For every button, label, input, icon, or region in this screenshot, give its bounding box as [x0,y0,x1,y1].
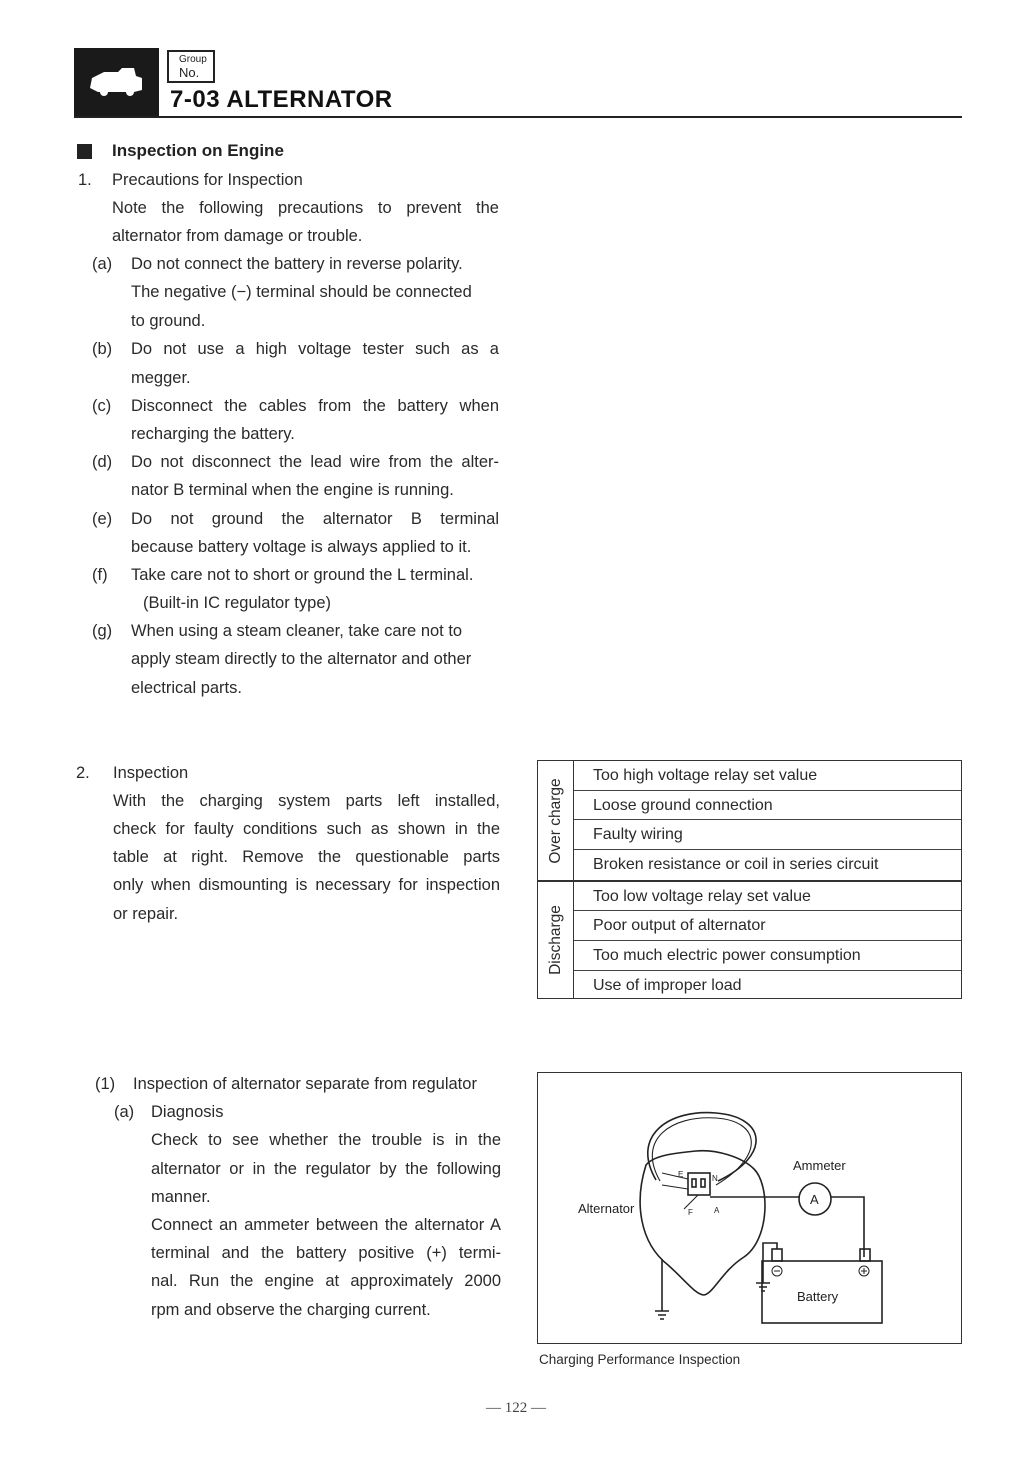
item-line: megger. [131,369,191,387]
group-label: Group [179,54,207,65]
battery-label: Battery [797,1289,839,1304]
table-row: Too low voltage relay set value [574,882,961,912]
part2-line: With the charging system parts left installed, [113,792,500,810]
item-label: (b) [92,340,113,358]
item-label: (d) [92,453,113,471]
item-line: apply steam directly to the alternator and other [131,650,472,668]
part3-title: Inspection of alternator separate from regulator [133,1075,477,1093]
terminal-n-label: N [712,1174,718,1183]
terminal-a-label: A [714,1206,720,1215]
group-no-label: No. [179,65,200,80]
part1-number: 1. [78,171,92,189]
page-title: 7-03 ALTERNATOR [170,86,393,113]
part3-sub-title: Diagnosis [151,1103,224,1121]
item-line: nator B terminal when the engine is running. [131,481,454,499]
part2-line: check for faulty conditions such as shown in the [113,820,500,838]
table-row: Use of improper load [593,976,742,994]
fault-table [537,760,962,999]
part1-intro-line: Note the following precautions to prevent the [112,199,499,217]
table-group-label-cell [538,882,574,998]
part3-line: manner. [151,1188,211,1206]
engine-icon [74,48,159,116]
header-rule [74,116,962,118]
item-label: (g) [92,622,113,640]
part1-intro-line: alternator from damage or trouble. [112,227,363,245]
item-line: recharging the battery. [131,425,295,443]
table-row: Too high voltage relay set value [574,761,961,791]
table-group-label-cell [538,761,574,880]
item-line: (Built-in IC regulator type) [143,594,331,612]
part3-line: nal. Run the engine at approximately 2000 [151,1272,501,1290]
part2-line: or repair. [113,905,179,923]
header-emblem [74,48,159,116]
terminal-f-label: F [688,1208,693,1217]
item-line: Take care not to short or ground the L terminal. [131,566,474,584]
figure-caption: Charging Performance Inspection [539,1352,741,1367]
item-label: (e) [92,510,113,528]
charging-circuit-diagram [538,1073,960,1342]
item-label: (f) [92,566,108,584]
section-heading: Inspection on Engine [112,141,284,160]
terminal-e-label: E [678,1170,684,1179]
part3-line: terminal and the battery positive (+) termi- [151,1244,501,1262]
table-row: Poor output of alternator [574,911,961,941]
part3-line: Check to see whether the trouble is in the [151,1131,501,1149]
part3-line: rpm and observe the charging current. [151,1301,431,1319]
part2-line: table at right. Remove the questionable parts [113,848,500,866]
table-row: Faulty wiring [574,820,961,850]
part3-number: (1) [95,1075,116,1093]
alternator-label: Alternator [578,1201,635,1216]
part2-number: 2. [76,764,90,782]
part3-line: alternator or in the regulator by the following [151,1160,501,1178]
item-line: because battery voltage is always applied to it. [131,538,472,556]
part2-title: Inspection [113,764,189,782]
group-number-box [167,50,215,83]
table-row: Too much electric power consumption [574,941,961,971]
item-line: When using a steam cleaner, take care not to [131,622,463,640]
table-row: Loose ground connection [574,791,961,821]
table-group-label: Discharge [546,904,564,975]
ammeter-symbol: A [810,1192,819,1207]
item-line: Do not use a high voltage tester such as a [131,340,499,358]
table-row: Broken resistance or coil in series circuit [593,856,879,874]
item-line: Do not disconnect the lead wire from the alter- [131,453,499,471]
charging-inspection-figure [537,1072,962,1344]
item-line: Disconnect the cables from the battery when [131,397,499,415]
item-line: Do not connect the battery in reverse polarity. [131,255,463,273]
item-label: (a) [92,255,113,273]
section-bullet [77,144,92,159]
part3-line: Connect an ammeter between the alternator A [151,1216,501,1234]
table-group-label: Over charge [546,777,564,864]
item-label: (c) [92,397,112,415]
part3-sub-label: (a) [114,1103,135,1121]
part2-line: only when dismounting is necessary for inspection [113,876,500,894]
item-line: The negative (−) terminal should be connected [131,283,472,301]
item-line: Do not ground the alternator B terminal [131,510,499,528]
page-number: — 122 — [486,1400,546,1416]
item-line: to ground. [131,312,206,330]
item-line: electrical parts. [131,679,242,697]
part1-title: Precautions for Inspection [112,171,303,189]
ammeter-label: Ammeter [793,1158,846,1173]
